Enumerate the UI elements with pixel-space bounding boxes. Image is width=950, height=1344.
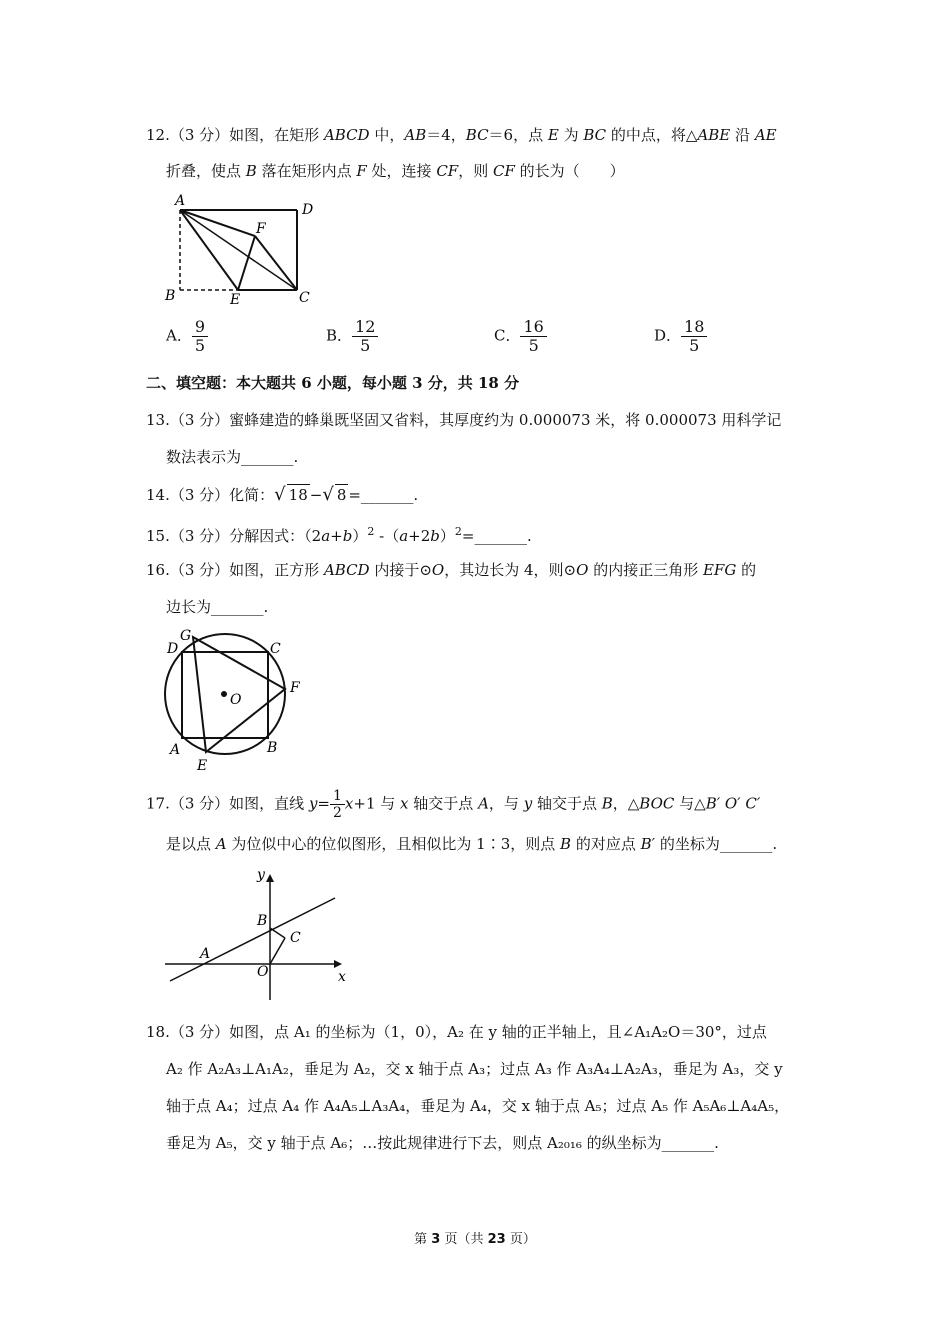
q16-label-a: A — [170, 742, 181, 758]
q12-segment-ac — [180, 210, 297, 290]
q16-label-b: B — [267, 740, 278, 756]
q16-label-f: F — [290, 680, 300, 696]
q16-label-g: G — [180, 628, 192, 644]
q12-label-c: C — [299, 290, 310, 306]
q12-label-d: D — [302, 202, 314, 218]
q12-option-b: B． $\frac{12}{5}$ — [326, 318, 378, 355]
q16-label-e: E — [197, 758, 208, 774]
q12-line2: 折叠，使点 B 落在矩形内点 F 处，连接 CF，则 CF 的长为（ ） — [166, 162, 625, 180]
q12-option-c: C． $\frac{16}{5}$ — [494, 318, 547, 355]
q12-figure — [160, 190, 330, 310]
q12-option-d: D． $\frac{18}{5}$ — [654, 318, 707, 355]
q17-label-y: y — [257, 867, 265, 883]
sqrt-icon: √ — [274, 484, 286, 505]
q16-line1: 16.（3 分）如图，正方形 ABCD 内接于⊙O，其边长为 4，则⊙O 的内接正三角形 EFG 的 — [146, 561, 757, 579]
q17-label-c: C — [290, 930, 301, 946]
q17-label-a: A — [200, 946, 211, 962]
q12-option-a: A． $\frac{9}{5}$ — [166, 318, 208, 355]
q16-center-dot — [221, 691, 227, 697]
q17-label-x: x — [338, 969, 346, 985]
q18-line3: 轴于点 A₄；过点 A₄ 作 A₄A₅⊥A₃A₄，垂足为 A₄，交 x 轴于点 A₅；过点 A₅ 作 A₅A₆⊥A₄A₅， — [166, 1097, 790, 1115]
q13-line2: 数法表示为_______. — [166, 448, 299, 466]
q12-segment-af — [180, 210, 255, 236]
q14-line: 14.（3 分）化简：√ 18 −√ 8 =_______. — [146, 484, 419, 505]
q18-line1: 18.（3 分）如图，点 A₁ 的坐标为（1，0），A₂ 在 y 轴的正半轴上，且∠A₁A₂O＝30°，过点 — [146, 1023, 767, 1041]
q16-label-c: C — [270, 641, 281, 657]
q12-segment-ae — [180, 210, 238, 290]
q17-line1: 17.（3 分）如图，直线 y= $\frac{1}{2}$ x+1 与 x 轴交于点 A，与 y 轴交于点 B，△BOC 与△B′ O′ C′ — [146, 788, 761, 821]
q16-line2: 边长为_______. — [166, 598, 269, 616]
q18-line2: A₂ 作 A₂A₃⊥A₁A₂，垂足为 A₂，交 x 轴于点 A₃；过点 A₃ 作 A₃A₄⊥A₂A₃，垂足为 A₃，交 y — [166, 1060, 783, 1078]
sqrt-icon: √ — [322, 484, 334, 505]
q17-x-axis-arrow-icon — [334, 960, 342, 968]
page-footer: 第 3 页（共 23 页） — [414, 1232, 536, 1247]
q15-line: 15.（3 分）分解因式：$(2a+b)^2$ $-(a+2b)^2=\_\_\_\_\_\_\_$. — [146, 525, 532, 545]
q18-line4: 垂足为 A₅，交 y 轴于点 A₆；…按此规律进行下去，则点 A₂₀₁₆ 的纵坐标为_______. — [166, 1134, 719, 1152]
q17-line2: 是以点 A 为位似中心的位似图形，且相似比为 1∶3，则点 B 的对应点 B′ 的坐标为_______. — [166, 835, 778, 853]
q17-figure — [160, 864, 360, 1006]
q17-line-graph — [170, 898, 335, 981]
q17-label-b: B — [257, 913, 268, 929]
q12-segment-ef — [238, 236, 255, 290]
q17-label-o: O — [257, 964, 269, 980]
q12-label-b: B — [165, 288, 176, 304]
section-heading-fill-in: 二、填空题：本大题共 6 小题，每小题 3 分，共 18 分 — [146, 374, 520, 392]
q12-label-a: A — [175, 193, 186, 209]
q13-line1: 13.（3 分）蜜蜂建造的蜂巢既坚固又省料，其厚度约为 0.000073 米，将 0.000073 用科学记 — [146, 411, 782, 429]
q16-label-o: O — [230, 692, 242, 708]
q17-y-axis-arrow-icon — [266, 874, 274, 882]
q12-segment-fc — [255, 236, 297, 290]
q16-figure — [160, 628, 310, 778]
q16-label-d: D — [167, 641, 179, 657]
q12-line1: 12.（3 分）如图，在矩形 ABCD 中，AB＝4，BC＝6，点 E 为 BC 的中点，将△ABE 沿 AE — [146, 126, 777, 144]
q12-label-f: F — [256, 221, 266, 237]
q17-segment-oc — [270, 938, 285, 964]
q17-segment-bc — [270, 928, 285, 938]
q12-label-e: E — [230, 292, 241, 308]
